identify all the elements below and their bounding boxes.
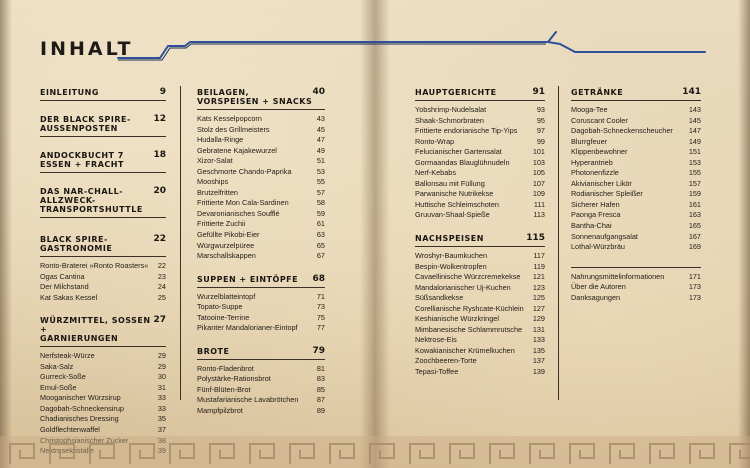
- toc-entry[interactable]: [571, 126, 701, 137]
- section-rule: [40, 136, 166, 137]
- section-title: HAUPTGERICHTE: [415, 88, 497, 97]
- entry-page-number: 105: [532, 168, 545, 178]
- entry-page-number: 161: [688, 199, 701, 209]
- entry-title: Akivianischer Likör: [571, 178, 632, 188]
- section-rule: [415, 100, 545, 101]
- entry-title: Tepasi-Toffee: [415, 367, 459, 377]
- entry-page-number: 81: [316, 363, 325, 373]
- entry-title: Tatooine-Terrine: [197, 312, 250, 322]
- book-gutter: [360, 0, 390, 468]
- toc-entry[interactable]: [571, 179, 701, 190]
- entry-title: Nerfsteak-Würze: [40, 351, 95, 361]
- toc-entry[interactable]: [197, 251, 325, 262]
- entry-page-number: 39: [157, 446, 166, 456]
- toc-entry[interactable]: [415, 137, 545, 148]
- section-page-number: 20: [153, 186, 166, 196]
- toc-entry[interactable]: [415, 262, 545, 273]
- toc-entry[interactable]: [415, 251, 545, 262]
- toc-entry[interactable]: [415, 346, 545, 357]
- section-heading[interactable]: [40, 151, 166, 169]
- section-title: EINLEITUNG: [40, 88, 99, 97]
- entry-page-number: 159: [688, 189, 701, 199]
- page-edge-right: [738, 0, 750, 468]
- entry-title: Felucianischer Gartensalat: [415, 147, 502, 157]
- toc-entry[interactable]: [197, 219, 325, 230]
- entry-title: Kowakianischer Krümelkuchen: [415, 345, 515, 355]
- section-title: SUPPEN + EINTÖPFE: [197, 274, 299, 284]
- entry-title: Geschmorte Chando-Paprika: [197, 166, 292, 176]
- entry-title: Yobshrimp-Nudelsalat: [415, 105, 487, 114]
- entry-title: Gefüllte Pikobi-Eier: [197, 230, 260, 240]
- toc-entry[interactable]: [197, 313, 325, 324]
- entry-page-number: 33: [157, 393, 166, 403]
- entry-page-number: 169: [688, 242, 701, 252]
- section-page-number: 22: [153, 234, 166, 244]
- entry-title: Corellianische Ryshcate-Küchlein: [415, 303, 524, 313]
- toc-entry[interactable]: [571, 282, 701, 293]
- section-gap: [415, 221, 545, 232]
- section-page-number: 79: [312, 345, 325, 356]
- toc-entry[interactable]: [197, 385, 325, 396]
- section-page-number: 27: [153, 315, 166, 326]
- entry-title: Keshianische Würzkringel: [415, 314, 499, 324]
- toc-entry[interactable]: [197, 198, 325, 209]
- section-rule: [571, 267, 701, 268]
- toc-column-3: [415, 86, 545, 378]
- section-heading[interactable]: [415, 234, 545, 243]
- section-title: BEILAGEN, VORSPEISEN + SNACKS: [197, 88, 313, 106]
- entry-title: Danksagungen: [571, 292, 621, 302]
- entry-title: Ballonsau mit Füllung: [415, 178, 485, 188]
- column-divider: [180, 86, 181, 400]
- toc-column-2: [197, 86, 325, 417]
- entry-page-number: 135: [532, 345, 545, 355]
- toc-entry[interactable]: [415, 335, 545, 346]
- entry-page-number: 23: [157, 271, 166, 281]
- section-gap: [40, 141, 166, 149]
- toc-entry[interactable]: [415, 283, 545, 294]
- toc-entry[interactable]: [571, 158, 701, 169]
- entry-title: Gebratene Kajakewurzel: [197, 145, 277, 155]
- toc-entry[interactable]: [571, 105, 701, 116]
- section-title: DER BLACK SPIRE- AUSSENPOSTEN: [40, 115, 131, 133]
- entry-title: Würgwurzelpüree: [197, 240, 255, 250]
- entry-title: Mustafarianische Lavabrötchen: [197, 395, 299, 405]
- entry-title: Mandalorianischer Uj-Kuchen: [415, 282, 511, 292]
- entry-page-number: 143: [688, 105, 701, 114]
- section-gap: [40, 303, 166, 314]
- entry-title: Ronto-Wrap: [415, 136, 455, 146]
- section-gap: [571, 253, 701, 264]
- toc-entry[interactable]: [415, 200, 545, 211]
- toc-entry[interactable]: [415, 293, 545, 304]
- entry-title: Zoochbeeren-Torte: [415, 356, 477, 366]
- section-rule: [40, 100, 166, 101]
- toc-entry[interactable]: [40, 282, 166, 293]
- entry-page-number: 87: [316, 395, 325, 405]
- section-title: ANDOCKBUCHT 7 ESSEN + FRACHT: [40, 151, 124, 169]
- entry-title: Nektrosekristalle: [40, 446, 94, 456]
- section-rule: [40, 346, 166, 347]
- toc-entry[interactable]: [571, 200, 701, 211]
- toc-entry[interactable]: [197, 230, 325, 241]
- entry-page-number: 121: [532, 272, 545, 282]
- entry-title: Ronto-Braterei »Ronto Roasters«: [40, 261, 149, 270]
- entry-page-number: 24: [157, 282, 166, 292]
- entry-title: Christophsianischer Zucker: [40, 435, 129, 445]
- entry-page-number: 33: [157, 403, 166, 413]
- entry-title: Bantha-Chai: [571, 221, 612, 231]
- entry-title: Nektrose-Eis: [415, 335, 457, 345]
- entry-page-number: 77: [316, 323, 325, 333]
- entry-title: Chadianisches Dressing: [40, 414, 119, 424]
- section-rule: [40, 172, 166, 173]
- toc-entry[interactable]: [415, 126, 545, 137]
- toc-entry[interactable]: [40, 372, 166, 383]
- entry-title: Sonnenaufgangsalat: [571, 231, 638, 241]
- entry-page-number: 55: [316, 177, 325, 187]
- section-page-number: 141: [682, 87, 701, 97]
- entry-title: Frittierte Zuchii: [197, 219, 246, 229]
- entry-title: Xizor-Salat: [197, 156, 233, 166]
- entry-title: Der Milchstand: [40, 282, 89, 292]
- entry-page-number: 139: [532, 367, 545, 377]
- entry-title: Frittierte Mon Cala-Sardinen: [197, 198, 289, 208]
- entry-title: Marschallskappen: [197, 251, 256, 261]
- toc-entry[interactable]: [197, 209, 325, 220]
- section-title: WÜRZMITTEL, SOSSEN + GARNIERUNGEN: [40, 316, 151, 344]
- entry-page-number: 29: [157, 361, 166, 371]
- entry-page-number: 35: [157, 414, 166, 424]
- section-gap: [197, 262, 325, 273]
- entry-page-number: 123: [532, 282, 545, 292]
- toc-entry[interactable]: [571, 147, 701, 158]
- toc-entry[interactable]: [197, 395, 325, 406]
- entry-page-number: 147: [688, 126, 701, 136]
- entry-page-number: 59: [316, 208, 325, 218]
- entry-title: Shaak-Schmorbraten: [415, 115, 484, 125]
- section-rule: [40, 217, 166, 218]
- toc-entry[interactable]: [415, 179, 545, 190]
- section-rule: [415, 246, 545, 247]
- toc-entry[interactable]: [197, 125, 325, 136]
- entry-page-number: 38: [157, 435, 166, 445]
- toc-entry[interactable]: [571, 221, 701, 232]
- entry-page-number: 83: [316, 374, 325, 384]
- section-heading[interactable]: [40, 187, 166, 214]
- entry-page-number: 157: [688, 178, 701, 188]
- entry-page-number: 131: [532, 324, 545, 334]
- toc-entry[interactable]: [571, 272, 701, 283]
- section-heading[interactable]: [40, 316, 166, 343]
- section-title: BROTE: [197, 346, 230, 356]
- entry-page-number: 117: [533, 251, 545, 261]
- toc-entry[interactable]: [197, 135, 325, 146]
- entry-page-number: 151: [688, 147, 701, 157]
- entry-title: Dagobah-Schneckensirup: [40, 403, 124, 413]
- section-title: DAS NAR-CHALL- ALLZWECK- TRANSPORTSHUTTLE: [40, 187, 143, 214]
- toc-entry[interactable]: [415, 189, 545, 200]
- entry-page-number: 67: [316, 251, 325, 261]
- toc-entry[interactable]: [40, 414, 166, 425]
- section-gap: [197, 334, 325, 345]
- entry-page-number: 45: [316, 124, 325, 134]
- entry-page-number: 103: [532, 157, 545, 167]
- entry-title: Rodianischer Spleißer: [571, 189, 643, 199]
- toc-entry[interactable]: [415, 147, 545, 158]
- section-heading[interactable]: [40, 88, 166, 97]
- entry-title: Wroshyr-Baumkuchen: [415, 251, 488, 261]
- entry-title: Mooships: [197, 177, 229, 187]
- toc-entry[interactable]: [571, 137, 701, 148]
- section-heading[interactable]: [197, 275, 325, 284]
- section-rule: [40, 256, 166, 257]
- section-heading[interactable]: [571, 88, 701, 97]
- toc-entry[interactable]: [197, 241, 325, 252]
- entry-page-number: 58: [316, 198, 325, 208]
- entry-page-number: 133: [532, 335, 545, 345]
- entry-title: Pikanter Mandalorianer-Eintopf: [197, 323, 298, 333]
- bottom-ornament-border: [0, 430, 750, 468]
- toc-entry[interactable]: [415, 325, 545, 336]
- entry-page-number: 145: [688, 115, 701, 125]
- toc-entry[interactable]: [197, 156, 325, 167]
- toc-entry[interactable]: [40, 261, 166, 272]
- entry-title: Devaronianisches Soufflé: [197, 208, 280, 218]
- entry-title: Mooganischer Würzsirup: [40, 393, 121, 403]
- toc-entry[interactable]: [40, 362, 166, 373]
- entry-page-number: 22: [157, 261, 166, 270]
- toc-entry[interactable]: [571, 242, 701, 253]
- entry-title: Blurrgfeuer: [571, 136, 608, 146]
- entry-page-number: 153: [688, 157, 701, 167]
- entry-page-number: 71: [316, 291, 325, 301]
- toc-entry[interactable]: [40, 293, 166, 304]
- toc-column-4: [571, 86, 701, 303]
- toc-entry[interactable]: [415, 304, 545, 315]
- section-heading[interactable]: [40, 115, 166, 133]
- page-edge-left: [0, 0, 12, 468]
- entry-title: Nerf-Kebabs: [415, 168, 456, 178]
- toc-entry[interactable]: [415, 105, 545, 116]
- entry-page-number: 61: [316, 219, 325, 229]
- entry-page-number: 171: [688, 271, 701, 281]
- section-heading[interactable]: [415, 88, 545, 97]
- toc-entry[interactable]: [40, 351, 166, 362]
- entry-page-number: 30: [157, 372, 166, 382]
- section-heading[interactable]: [40, 235, 166, 253]
- toc-entry[interactable]: [415, 210, 545, 221]
- entry-title: Paonga Fresca: [571, 210, 621, 220]
- entry-page-number: 51: [316, 156, 325, 166]
- page-title: INHALT: [40, 38, 134, 60]
- section-page-number: 40: [312, 87, 325, 97]
- entry-title: Emul-Soße: [40, 382, 77, 392]
- entry-title: Mampfpilzbrot: [197, 406, 243, 416]
- toc-entry[interactable]: [415, 272, 545, 283]
- entry-page-number: 107: [532, 178, 545, 188]
- toc-entry[interactable]: [415, 168, 545, 179]
- entry-page-number: 165: [688, 221, 701, 231]
- toc-entry[interactable]: [197, 406, 325, 417]
- section-title: NACHSPEISEN: [415, 234, 484, 244]
- toc-entry[interactable]: [571, 168, 701, 179]
- entry-page-number: 93: [536, 105, 545, 114]
- toc-entry[interactable]: [571, 293, 701, 304]
- entry-page-number: 111: [533, 199, 545, 209]
- toc-entry[interactable]: [40, 404, 166, 415]
- entry-page-number: 109: [532, 189, 545, 199]
- section-page-number: 12: [153, 114, 166, 124]
- entry-title: Kat Sakas Kessel: [40, 292, 98, 302]
- entry-title: Frittierte endorianische Tip-Yips: [415, 126, 518, 136]
- entry-page-number: 173: [688, 282, 701, 292]
- entry-title: Hyperantrieb: [571, 157, 613, 167]
- section-heading[interactable]: [197, 347, 325, 356]
- entry-page-number: 65: [316, 240, 325, 250]
- entry-page-number: 119: [533, 261, 545, 271]
- entry-page-number: 113: [533, 210, 545, 220]
- entry-title: Ronto-Fladenbrot: [197, 363, 254, 373]
- entry-title: Mimbanesische Schlammrutsche: [415, 324, 523, 334]
- entry-page-number: 75: [316, 312, 325, 322]
- section-title: GETRÄNKE: [571, 88, 624, 97]
- toc-entry[interactable]: [197, 167, 325, 178]
- toc-entry[interactable]: [197, 374, 325, 385]
- entry-page-number: 53: [316, 166, 325, 176]
- entry-title: Saka-Salz: [40, 361, 74, 371]
- toc-column-1: [40, 86, 166, 457]
- toc-entry[interactable]: [40, 272, 166, 283]
- toc-entry[interactable]: [571, 232, 701, 243]
- entry-page-number: 89: [316, 406, 325, 416]
- toc-entry[interactable]: [571, 189, 701, 200]
- toc-entry[interactable]: [415, 314, 545, 325]
- entry-title: Mooga-Tee: [571, 105, 608, 114]
- entry-title: Gruuvan-Shaal-Spieße: [415, 210, 490, 220]
- section-heading[interactable]: [197, 88, 325, 106]
- entry-title: Klippenbewohner: [571, 147, 628, 157]
- column-divider: [558, 86, 559, 400]
- toc-entry[interactable]: [415, 116, 545, 127]
- entry-page-number: 95: [536, 115, 545, 125]
- section-title: BLACK SPIRE- GASTRONOMIE: [40, 235, 113, 253]
- entry-page-number: 155: [688, 168, 701, 178]
- toc-entry[interactable]: [40, 383, 166, 394]
- entry-page-number: 49: [316, 145, 325, 155]
- entry-title: Bespin-Wolkentropfen: [415, 261, 487, 271]
- section-gap: [40, 222, 166, 233]
- entry-page-number: 163: [688, 210, 701, 220]
- entry-title: Cavaellinische Würzcremekekse: [415, 272, 521, 282]
- entry-page-number: 173: [688, 292, 701, 302]
- entry-title: Photonenfizzle: [571, 168, 619, 178]
- entry-title: Huttische Schleimschoten: [415, 199, 499, 209]
- section-gap: [40, 105, 166, 113]
- toc-entry[interactable]: [571, 116, 701, 127]
- entry-title: Parwanische Nutrikekse: [415, 189, 494, 199]
- section-page-number: 68: [312, 273, 325, 284]
- entry-page-number: 85: [316, 384, 325, 394]
- entry-title: Stolz des Grillmeisters: [197, 124, 270, 134]
- entry-page-number: 99: [536, 136, 545, 146]
- entry-title: Dagobah-Schneckenscheucher: [571, 126, 673, 136]
- toc-entry[interactable]: [40, 393, 166, 404]
- entry-page-number: 73: [316, 302, 325, 312]
- entry-page-number: 137: [532, 356, 545, 366]
- entry-page-number: 31: [157, 382, 166, 392]
- entry-title: Sicherer Hafen: [571, 199, 620, 209]
- entry-title: Kats Kesselpopcorn: [197, 114, 262, 123]
- toc-entry[interactable]: [197, 302, 325, 313]
- toc-entry[interactable]: [415, 356, 545, 367]
- toc-entry[interactable]: [197, 177, 325, 188]
- entry-title: Coruscant Cooler: [571, 115, 628, 125]
- toc-entry[interactable]: [197, 146, 325, 157]
- entry-page-number: 101: [532, 147, 545, 157]
- toc-entry[interactable]: [571, 210, 701, 221]
- entry-page-number: 63: [316, 230, 325, 240]
- entry-page-number: 43: [316, 114, 325, 123]
- entry-page-number: 149: [688, 136, 701, 146]
- section-page-number: 91: [532, 87, 545, 97]
- entry-page-number: 57: [316, 187, 325, 197]
- toc-entry[interactable]: [197, 364, 325, 375]
- entry-page-number: 127: [532, 303, 545, 313]
- entry-title: Gurreck-Soße: [40, 372, 86, 382]
- entry-page-number: 129: [532, 314, 545, 324]
- section-page-number: 115: [526, 233, 545, 244]
- entry-title: Ogas Cantina: [40, 271, 85, 281]
- entry-title: Lothal-Würzbräu: [571, 242, 625, 252]
- section-rule: [197, 287, 325, 288]
- entry-page-number: 37: [157, 425, 166, 435]
- toc-entry[interactable]: [415, 367, 545, 378]
- entry-page-number: 97: [536, 126, 545, 136]
- toc-entry[interactable]: [415, 158, 545, 169]
- entry-title: Fünf-Blüten-Brot: [197, 384, 251, 394]
- section-rule: [571, 100, 701, 101]
- section-gap: [40, 177, 166, 185]
- entry-title: Wurzelblatteintopf: [197, 291, 256, 301]
- toc-entry[interactable]: [197, 114, 325, 125]
- section-page-number: 9: [159, 87, 166, 97]
- entry-page-number: 29: [157, 351, 166, 361]
- section-page-number: 18: [153, 150, 166, 160]
- entry-title: Polystärke-Rationsbrot: [197, 374, 271, 384]
- entry-page-number: 167: [688, 231, 701, 241]
- entry-title: Süßsandkekse: [415, 293, 464, 303]
- entry-title: Gormaandas Blauglühnudeln: [415, 157, 510, 167]
- entry-title: Nahrungsmittelinformationen: [571, 271, 665, 281]
- entry-page-number: 47: [316, 135, 325, 145]
- toc-entry[interactable]: [197, 292, 325, 303]
- entry-title: Topato-Suppe: [197, 302, 243, 312]
- toc-entry[interactable]: [197, 188, 325, 199]
- toc-entry[interactable]: [197, 323, 325, 334]
- entry-title: Über die Autoren: [571, 282, 626, 292]
- entry-title: Hudalla-Ringe: [197, 135, 244, 145]
- entry-page-number: 125: [532, 293, 545, 303]
- entry-title: Goldflechtenwaffel: [40, 425, 100, 435]
- section-rule: [197, 359, 325, 360]
- section-rule: [197, 109, 325, 110]
- entry-page-number: 25: [157, 292, 166, 302]
- entry-title: Brutzelfritten: [197, 187, 238, 197]
